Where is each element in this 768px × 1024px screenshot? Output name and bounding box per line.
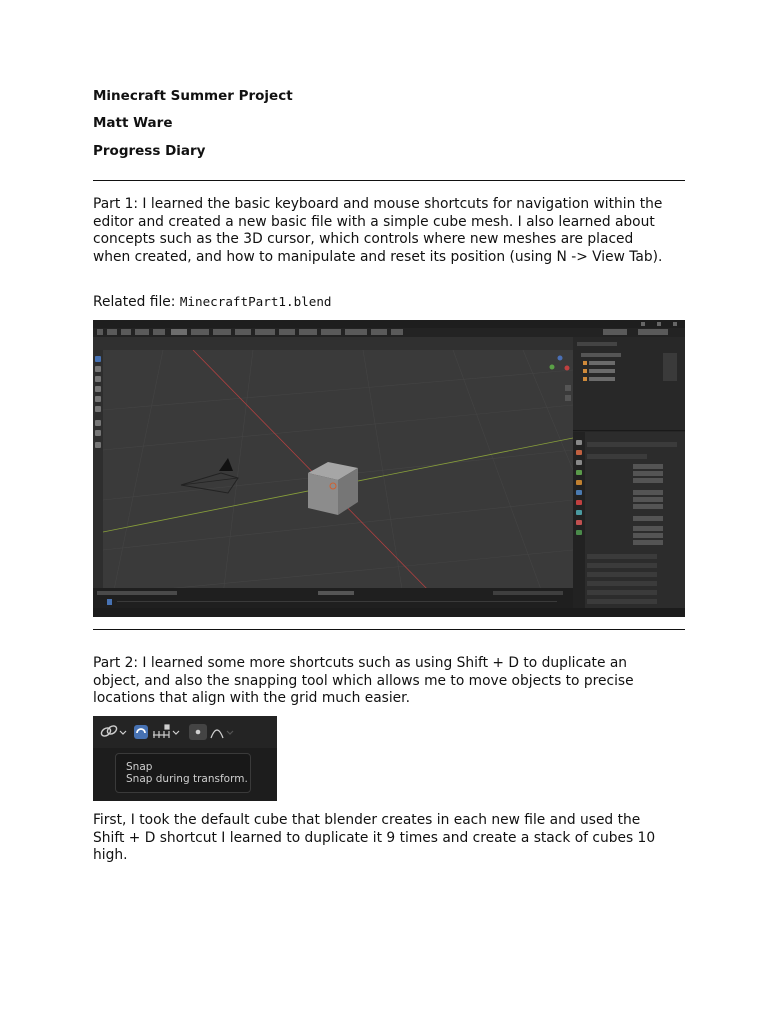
divider-middle	[93, 629, 685, 630]
viewport-grid	[103, 350, 573, 595]
chevron-down-icon	[120, 731, 126, 734]
camera-object	[181, 458, 238, 493]
snap-tooltip	[115, 753, 251, 793]
document-subtitle: Progress Diary	[93, 143, 206, 159]
blender-title-bar	[93, 320, 685, 328]
blender-header-toolbar	[93, 337, 573, 350]
divider-top	[93, 180, 685, 181]
part1-paragraph: Part 1: I learned the basic keyboard and mouse shortcuts for navigation within the editor and created a new basic file with a simple cube mesh. I also learned about concepts such as the 3D cursor, which controls where new meshes are placed when created, and how to manipulate and reset its position (using N -> View Tab).	[93, 196, 663, 265]
blender-properties-panel	[573, 432, 685, 617]
blender-right-panels	[573, 337, 685, 617]
nav-gizmo	[550, 356, 572, 402]
snap-increment-icon	[153, 725, 169, 738]
chevron-down-icon	[227, 731, 233, 734]
blender-3d-viewport	[103, 350, 573, 595]
related-file-line	[93, 293, 673, 312]
snap-toolbar	[93, 716, 277, 748]
tooltip-title: Snap	[126, 761, 153, 773]
snap-toggle-button	[134, 725, 148, 739]
blender-outliner	[573, 337, 685, 431]
document-title: Minecraft Summer Project	[93, 88, 293, 104]
related-file-name: MinecraftPart1.blend	[179, 294, 332, 309]
blender-status-bar	[93, 608, 685, 617]
proportional-edit-icon	[196, 730, 201, 735]
blender-screenshot	[93, 320, 685, 617]
tooltip-description: Snap during transform.	[126, 773, 248, 785]
blender-timeline	[93, 588, 573, 608]
snap-screenshot	[93, 716, 277, 801]
cube-mesh	[308, 462, 358, 515]
blender-tool-shelf	[93, 350, 103, 595]
followup-paragraph: First, I took the default cube that blender creates in each new file and used the Shift + D shortcut I learned to duplicate it 9 times and create a stack of cubes 10 high.	[93, 812, 656, 864]
chevron-down-icon	[173, 731, 179, 734]
falloff-icon	[211, 730, 223, 738]
blender-menu-bar	[93, 328, 685, 337]
related-file-label: Related file:	[93, 294, 180, 310]
author-name: Matt Ware	[93, 115, 173, 131]
link-icon	[100, 724, 118, 737]
part2-paragraph: Part 2: I learned some more shortcuts such as using Shift + D to duplicate an object, and also the snapping tool which allows me to move objects to precise locations that align with the grid much easier.	[93, 655, 634, 707]
